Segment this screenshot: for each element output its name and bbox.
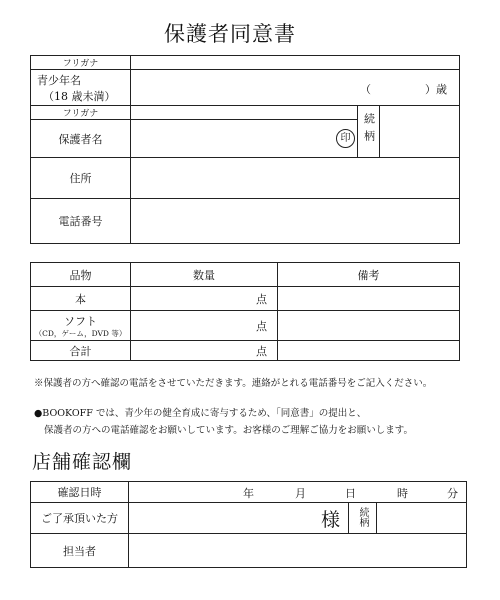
item-row-software-sub: （CD，ゲーム，DVD 等） xyxy=(34,329,127,338)
store-confirmation-table xyxy=(30,481,467,568)
confirm-datetime-field[interactable] xyxy=(129,482,467,503)
honorific-sama: 様 xyxy=(320,508,340,531)
guardian-relation-label xyxy=(358,106,380,158)
store-relation-label xyxy=(349,503,377,534)
age-close-label: ）歳 xyxy=(425,83,448,96)
youth-name-title: 青少年名 xyxy=(37,73,81,87)
item-row-total-label: 合計 xyxy=(31,341,131,361)
items-header-remarks: 備考 xyxy=(278,263,460,287)
youth-furigana-label: フリガナ xyxy=(31,56,131,70)
confirm-datetime-label: 確認日時 xyxy=(31,482,129,503)
date-unit-year: 年 xyxy=(243,487,254,500)
bookoff-note-line2: 保護者の方への電話確認をお願いしています。お客様のご理解ご協力をお願いします。 xyxy=(44,425,413,436)
item-row-total-quantity[interactable] xyxy=(131,341,278,361)
address-label: 住所 xyxy=(31,158,131,199)
item-row-total-remarks[interactable] xyxy=(278,341,460,361)
guardian-furigana-label: フリガナ xyxy=(31,106,131,120)
youth-furigana-field[interactable] xyxy=(131,56,460,70)
guardian-relation-field[interactable] xyxy=(380,106,460,158)
item-row-software-label xyxy=(31,311,131,341)
youth-name-field[interactable] xyxy=(131,70,460,106)
item-row-software-quantity[interactable] xyxy=(131,311,278,341)
staff-field[interactable] xyxy=(129,534,467,568)
store-relation-field[interactable] xyxy=(377,503,467,534)
items-header-item: 品物 xyxy=(31,263,131,287)
personal-info-table xyxy=(30,55,460,244)
accepted-person-field[interactable] xyxy=(129,503,349,534)
seal-icon: 印 xyxy=(336,129,355,148)
guardian-furigana-field[interactable] xyxy=(131,106,358,120)
date-unit-month: 月 xyxy=(295,487,306,500)
phone-confirm-note: ※保護者の方へ確認の電話をさせていただきます。連絡がとれる電話番号をご記入ください。 xyxy=(34,378,433,389)
store-confirmation-heading: 店舗確認欄 xyxy=(32,451,133,473)
date-unit-minute: 分 xyxy=(447,487,458,500)
item-row-software-remarks[interactable] xyxy=(278,311,460,341)
phone-label: 電話番号 xyxy=(31,199,131,244)
address-field[interactable] xyxy=(131,158,460,199)
document-title: 保護者同意書 xyxy=(164,22,296,46)
accepted-person-label: ご了承頂いた方 xyxy=(31,503,129,534)
bookoff-note-line1: ●BOOKOFF では、青少年の健全育成に寄与するため、「同意書」の提出と、 xyxy=(34,408,367,419)
item-row-books-label: 本 xyxy=(31,287,131,311)
store-relation-text: 続柄 xyxy=(357,506,368,527)
guardian-name-label: 保護者名 xyxy=(31,120,131,158)
date-unit-hour: 時 xyxy=(397,487,408,500)
phone-field[interactable] xyxy=(131,199,460,244)
staff-label: 担当者 xyxy=(31,534,129,568)
youth-name-label xyxy=(31,70,131,106)
age-open-paren: （ xyxy=(360,83,372,96)
item-row-books-remarks[interactable] xyxy=(278,287,460,311)
youth-name-sub: （18 歳未満） xyxy=(43,89,116,103)
item-row-software-title: ソフト xyxy=(64,315,97,328)
items-header-quantity: 数量 xyxy=(131,263,278,287)
items-table xyxy=(30,262,460,361)
guardian-name-field[interactable] xyxy=(131,120,358,158)
item-unit: 点 xyxy=(256,292,267,306)
item-unit: 点 xyxy=(256,319,267,333)
item-row-books-quantity[interactable] xyxy=(131,287,278,311)
guardian-relation-text: 続柄 xyxy=(362,113,376,147)
date-unit-day: 日 xyxy=(345,487,356,500)
item-unit: 点 xyxy=(256,344,267,358)
